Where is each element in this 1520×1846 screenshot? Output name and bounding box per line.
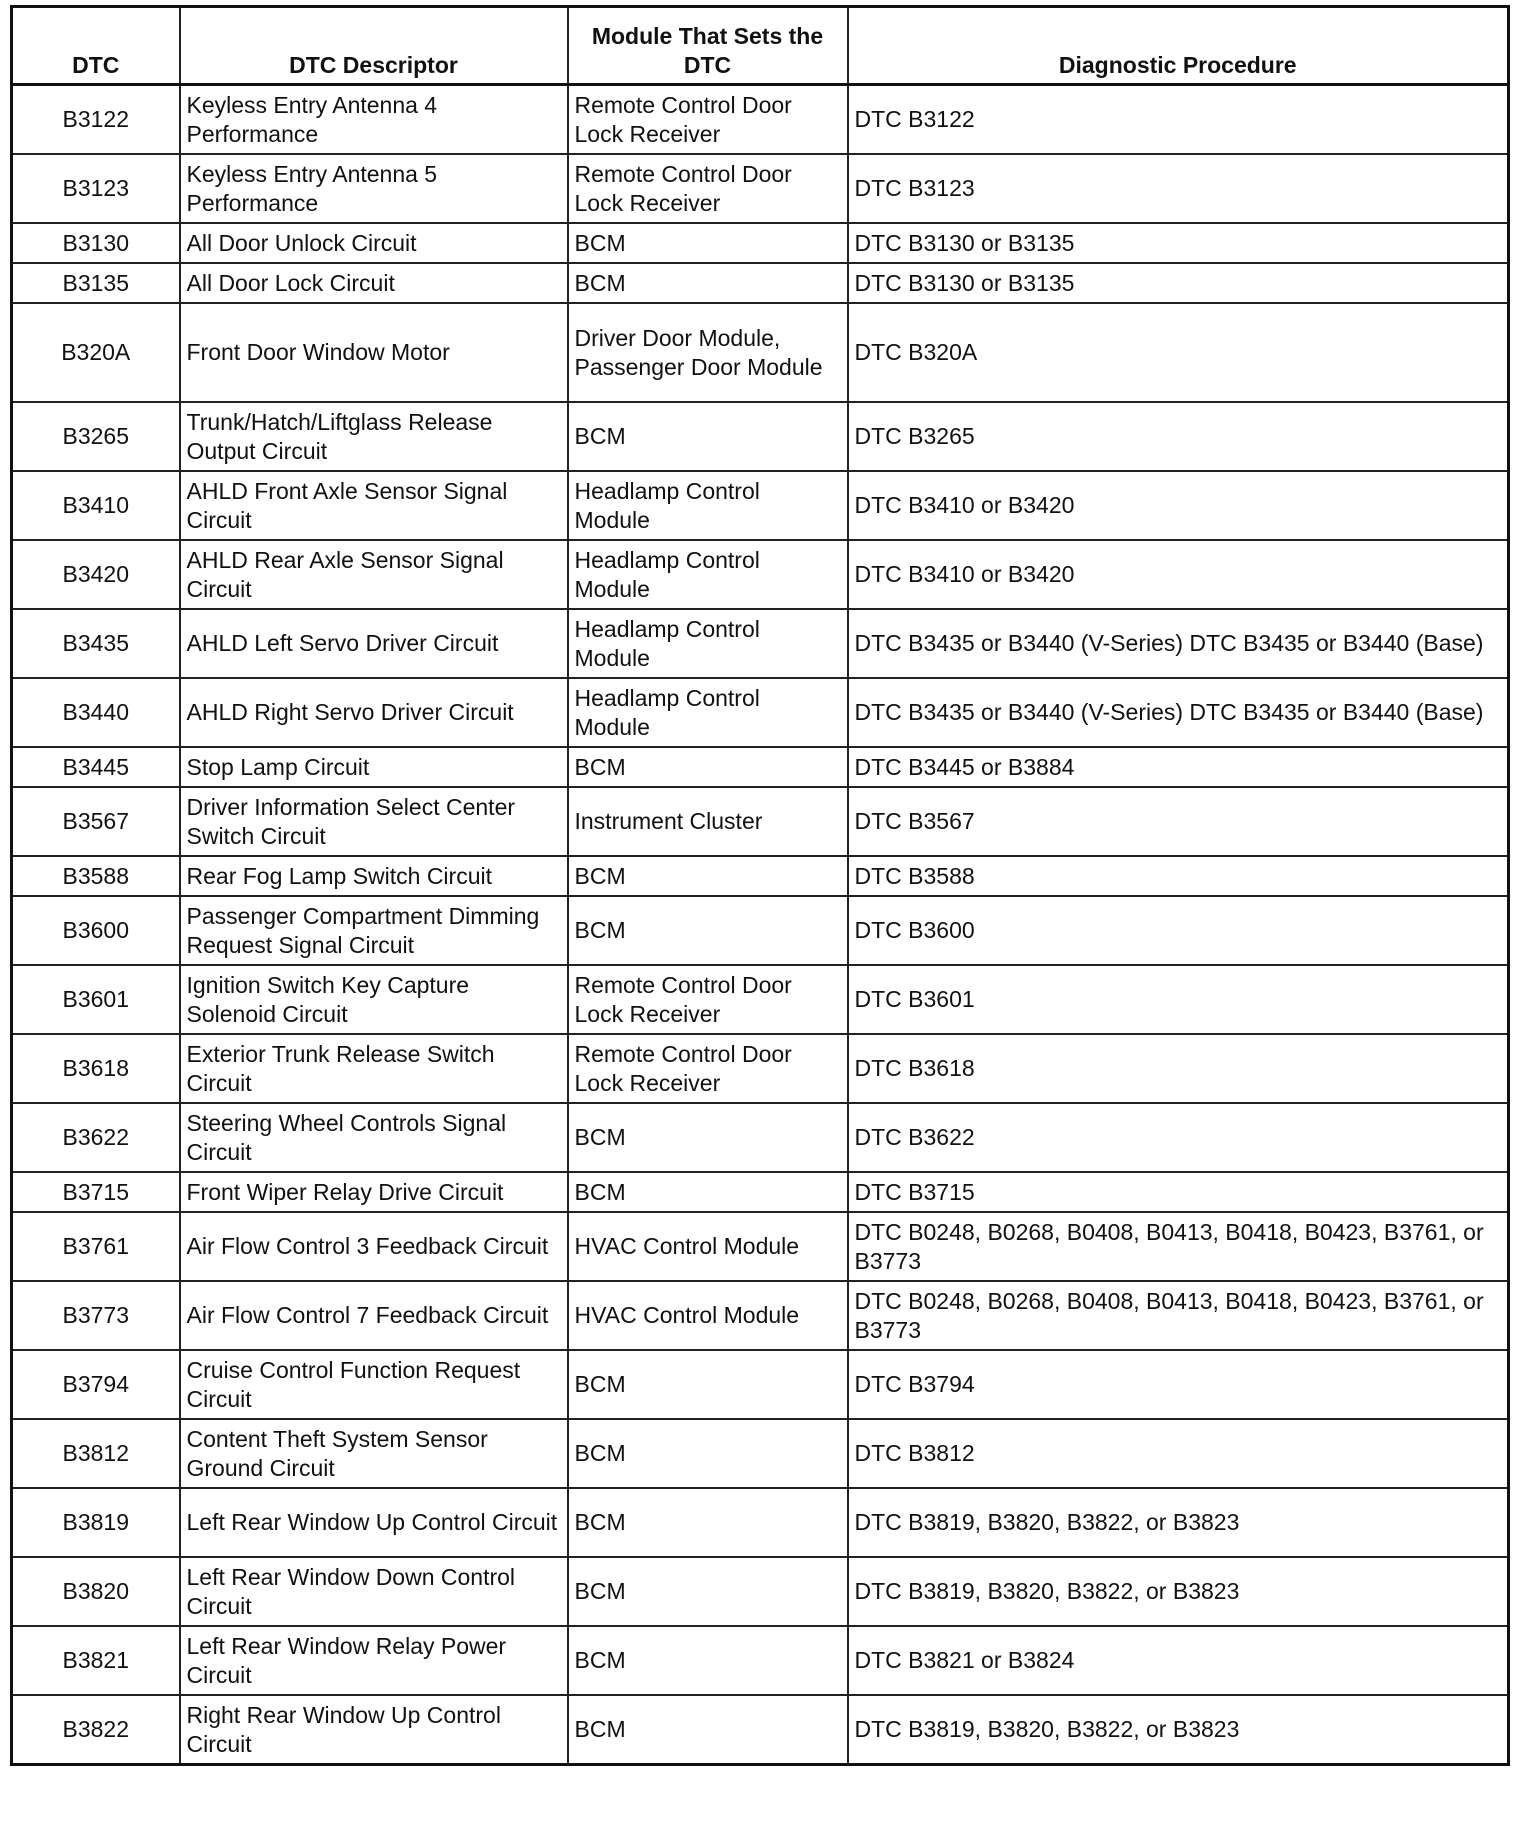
table-row bbox=[12, 1488, 1509, 1557]
table-row bbox=[12, 471, 1509, 540]
dtc-code-cell: B3130 bbox=[12, 223, 180, 263]
descriptor-cell: Passenger Compartment Dimming Request Signal Circuit bbox=[180, 896, 568, 965]
module-cell: BCM bbox=[568, 223, 848, 263]
dtc-code-cell: B3812 bbox=[12, 1419, 180, 1488]
dtc-code-cell: B3715 bbox=[12, 1172, 180, 1212]
table-row bbox=[12, 787, 1509, 856]
procedure-cell: DTC B3812 bbox=[848, 1419, 1509, 1488]
descriptor-cell: All Door Unlock Circuit bbox=[180, 223, 568, 263]
dtc-code-cell: B3435 bbox=[12, 609, 180, 678]
module-cell: BCM bbox=[568, 1488, 848, 1557]
table-row bbox=[12, 1557, 1509, 1626]
procedure-cell: DTC B3622 bbox=[848, 1103, 1509, 1172]
table-row bbox=[12, 85, 1509, 155]
module-cell: BCM bbox=[568, 1419, 848, 1488]
header-module: Module That Sets the DTC bbox=[568, 7, 848, 85]
table-row bbox=[12, 965, 1509, 1034]
table-row bbox=[12, 540, 1509, 609]
descriptor-cell: Trunk/Hatch/Liftglass Release Output Circuit bbox=[180, 402, 568, 471]
procedure-cell: DTC B0248, B0268, B0408, B0413, B0418, B0423, B3761, or B3773 bbox=[848, 1281, 1509, 1350]
procedure-cell: DTC B3130 or B3135 bbox=[848, 263, 1509, 303]
procedure-cell: DTC B3445 or B3884 bbox=[848, 747, 1509, 787]
dtc-code-cell: B3773 bbox=[12, 1281, 180, 1350]
dtc-code-cell: B3601 bbox=[12, 965, 180, 1034]
descriptor-cell: Cruise Control Function Request Circuit bbox=[180, 1350, 568, 1419]
procedure-cell: DTC B3618 bbox=[848, 1034, 1509, 1103]
descriptor-cell: Right Rear Window Up Control Circuit bbox=[180, 1695, 568, 1765]
module-cell: BCM bbox=[568, 896, 848, 965]
descriptor-cell: Keyless Entry Antenna 5 Performance bbox=[180, 154, 568, 223]
table-body bbox=[12, 85, 1509, 1765]
dtc-code-cell: B3410 bbox=[12, 471, 180, 540]
table-row bbox=[12, 1626, 1509, 1695]
module-cell: BCM bbox=[568, 1350, 848, 1419]
table-row bbox=[12, 896, 1509, 965]
dtc-code-cell: B3761 bbox=[12, 1212, 180, 1281]
descriptor-cell: Left Rear Window Up Control Circuit bbox=[180, 1488, 568, 1557]
dtc-code-cell: B3445 bbox=[12, 747, 180, 787]
dtc-code-cell: B3123 bbox=[12, 154, 180, 223]
procedure-cell: DTC B0248, B0268, B0408, B0413, B0418, B0423, B3761, or B3773 bbox=[848, 1212, 1509, 1281]
module-cell: Instrument Cluster bbox=[568, 787, 848, 856]
header-descriptor: DTC Descriptor bbox=[180, 7, 568, 85]
dtc-code-cell: B3618 bbox=[12, 1034, 180, 1103]
table-row bbox=[12, 1212, 1509, 1281]
dtc-code-cell: B3821 bbox=[12, 1626, 180, 1695]
module-cell: BCM bbox=[568, 856, 848, 896]
descriptor-cell: Driver Information Select Center Switch Circuit bbox=[180, 787, 568, 856]
descriptor-cell: AHLD Rear Axle Sensor Signal Circuit bbox=[180, 540, 568, 609]
procedure-cell: DTC B3567 bbox=[848, 787, 1509, 856]
module-cell: Headlamp Control Module bbox=[568, 471, 848, 540]
module-cell: HVAC Control Module bbox=[568, 1281, 848, 1350]
module-cell: HVAC Control Module bbox=[568, 1212, 848, 1281]
procedure-cell: DTC B3435 or B3440 (V-Series) DTC B3435 or B3440 (Base) bbox=[848, 678, 1509, 747]
module-cell: Remote Control Door Lock Receiver bbox=[568, 965, 848, 1034]
procedure-cell: DTC B3819, B3820, B3822, or B3823 bbox=[848, 1488, 1509, 1557]
table-header bbox=[12, 7, 1509, 85]
descriptor-cell: Left Rear Window Down Control Circuit bbox=[180, 1557, 568, 1626]
dtc-code-cell: B3420 bbox=[12, 540, 180, 609]
dtc-code-cell: B3588 bbox=[12, 856, 180, 896]
module-cell: BCM bbox=[568, 1172, 848, 1212]
dtc-code-cell: B3265 bbox=[12, 402, 180, 471]
table-row bbox=[12, 223, 1509, 263]
descriptor-cell: Keyless Entry Antenna 4 Performance bbox=[180, 85, 568, 155]
dtc-code-cell: B3819 bbox=[12, 1488, 180, 1557]
dtc-code-cell: B3600 bbox=[12, 896, 180, 965]
module-cell: BCM bbox=[568, 1695, 848, 1765]
table-row bbox=[12, 1350, 1509, 1419]
header-dtc: DTC bbox=[12, 7, 180, 85]
procedure-cell: DTC B3265 bbox=[848, 402, 1509, 471]
dtc-code-cell: B3567 bbox=[12, 787, 180, 856]
procedure-cell: DTC B3435 or B3440 (V-Series) DTC B3435 or B3440 (Base) bbox=[848, 609, 1509, 678]
procedure-cell: DTC B3123 bbox=[848, 154, 1509, 223]
module-cell: BCM bbox=[568, 402, 848, 471]
dtc-code-cell: B3820 bbox=[12, 1557, 180, 1626]
table-row bbox=[12, 678, 1509, 747]
descriptor-cell: Front Wiper Relay Drive Circuit bbox=[180, 1172, 568, 1212]
descriptor-cell: Front Door Window Motor bbox=[180, 303, 568, 402]
module-cell: Headlamp Control Module bbox=[568, 540, 848, 609]
table-row bbox=[12, 303, 1509, 402]
descriptor-cell: Left Rear Window Relay Power Circuit bbox=[180, 1626, 568, 1695]
descriptor-cell: Air Flow Control 3 Feedback Circuit bbox=[180, 1212, 568, 1281]
module-cell: BCM bbox=[568, 1626, 848, 1695]
module-cell: Headlamp Control Module bbox=[568, 678, 848, 747]
module-cell: BCM bbox=[568, 263, 848, 303]
dtc-code-cell: B3122 bbox=[12, 85, 180, 155]
table-row bbox=[12, 1103, 1509, 1172]
procedure-cell: DTC B3794 bbox=[848, 1350, 1509, 1419]
procedure-cell: DTC B3588 bbox=[848, 856, 1509, 896]
table-row bbox=[12, 1034, 1509, 1103]
module-cell: Driver Door Module, Passenger Door Module bbox=[568, 303, 848, 402]
dtc-code-cell: B320A bbox=[12, 303, 180, 402]
procedure-cell: DTC B3410 or B3420 bbox=[848, 540, 1509, 609]
module-cell: BCM bbox=[568, 747, 848, 787]
procedure-cell: DTC B320A bbox=[848, 303, 1509, 402]
dtc-code-cell: B3794 bbox=[12, 1350, 180, 1419]
table-row bbox=[12, 154, 1509, 223]
table-row bbox=[12, 1172, 1509, 1212]
descriptor-cell: AHLD Front Axle Sensor Signal Circuit bbox=[180, 471, 568, 540]
table-row bbox=[12, 747, 1509, 787]
table-row bbox=[12, 609, 1509, 678]
procedure-cell: DTC B3821 or B3824 bbox=[848, 1626, 1509, 1695]
procedure-cell: DTC B3600 bbox=[848, 896, 1509, 965]
procedure-cell: DTC B3601 bbox=[848, 965, 1509, 1034]
descriptor-cell: Exterior Trunk Release Switch Circuit bbox=[180, 1034, 568, 1103]
procedure-cell: DTC B3819, B3820, B3822, or B3823 bbox=[848, 1557, 1509, 1626]
procedure-cell: DTC B3122 bbox=[848, 85, 1509, 155]
descriptor-cell: Stop Lamp Circuit bbox=[180, 747, 568, 787]
module-cell: Remote Control Door Lock Receiver bbox=[568, 154, 848, 223]
descriptor-cell: All Door Lock Circuit bbox=[180, 263, 568, 303]
module-cell: BCM bbox=[568, 1103, 848, 1172]
descriptor-cell: Ignition Switch Key Capture Solenoid Circuit bbox=[180, 965, 568, 1034]
dtc-code-cell: B3622 bbox=[12, 1103, 180, 1172]
descriptor-cell: AHLD Left Servo Driver Circuit bbox=[180, 609, 568, 678]
table-row bbox=[12, 263, 1509, 303]
module-cell: BCM bbox=[568, 1557, 848, 1626]
table-row bbox=[12, 856, 1509, 896]
procedure-cell: DTC B3819, B3820, B3822, or B3823 bbox=[848, 1695, 1509, 1765]
table-row bbox=[12, 1695, 1509, 1765]
header-procedure: Diagnostic Procedure bbox=[848, 7, 1509, 85]
procedure-cell: DTC B3130 or B3135 bbox=[848, 223, 1509, 263]
procedure-cell: DTC B3410 or B3420 bbox=[848, 471, 1509, 540]
descriptor-cell: Content Theft System Sensor Ground Circuit bbox=[180, 1419, 568, 1488]
procedure-cell: DTC B3715 bbox=[848, 1172, 1509, 1212]
dtc-code-cell: B3822 bbox=[12, 1695, 180, 1765]
table-row bbox=[12, 1281, 1509, 1350]
module-cell: Remote Control Door Lock Receiver bbox=[568, 85, 848, 155]
dtc-code-cell: B3135 bbox=[12, 263, 180, 303]
module-cell: Remote Control Door Lock Receiver bbox=[568, 1034, 848, 1103]
descriptor-cell: Air Flow Control 7 Feedback Circuit bbox=[180, 1281, 568, 1350]
table-row bbox=[12, 1419, 1509, 1488]
module-cell: Headlamp Control Module bbox=[568, 609, 848, 678]
table-row bbox=[12, 402, 1509, 471]
descriptor-cell: Rear Fog Lamp Switch Circuit bbox=[180, 856, 568, 896]
descriptor-cell: Steering Wheel Controls Signal Circuit bbox=[180, 1103, 568, 1172]
descriptor-cell: AHLD Right Servo Driver Circuit bbox=[180, 678, 568, 747]
dtc-code-cell: B3440 bbox=[12, 678, 180, 747]
dtc-table bbox=[10, 5, 1510, 1766]
